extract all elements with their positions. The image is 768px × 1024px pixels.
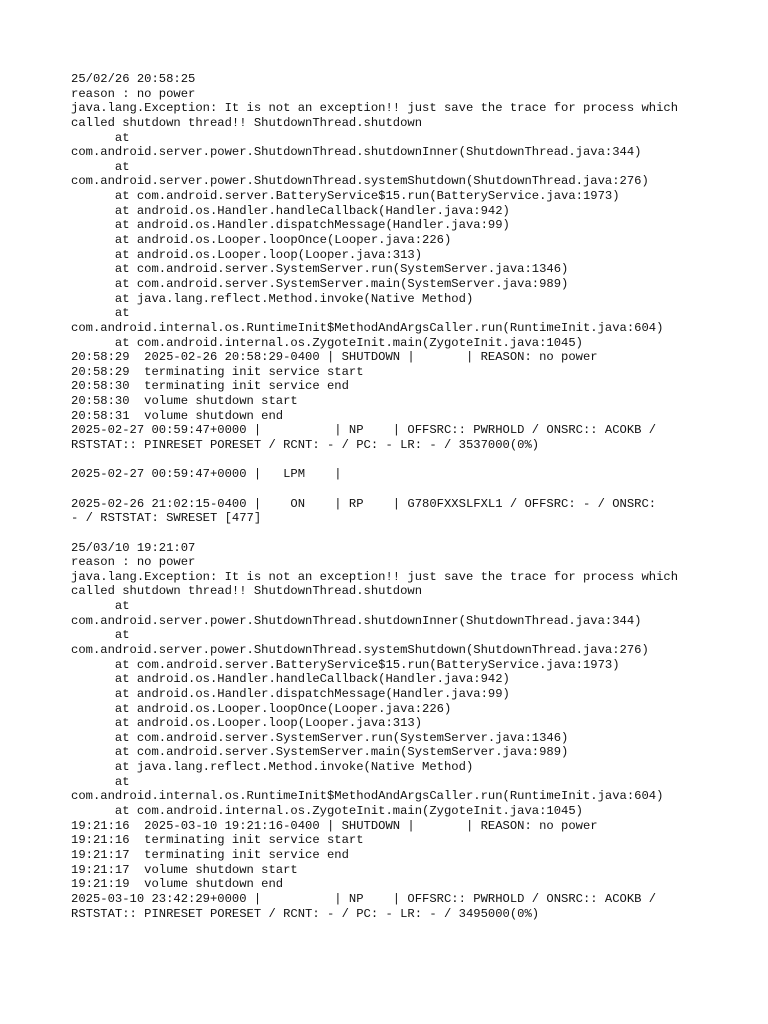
log-line: com.android.server.power.ShutdownThread.systemShutdown(ShutdownThread.java:276) [71, 642, 649, 657]
log-line: at com.android.server.BatteryService$15.run(BatteryService.java:1973) [71, 189, 620, 204]
log-line: 2025-02-27 00:59:47+0000 | LPM | [71, 467, 342, 482]
log-line: 20:58:29 terminating init service start [71, 364, 364, 379]
log-line: 19:21:16 terminating init service start [71, 833, 364, 848]
log-line: com.android.internal.os.RuntimeInit$MethodAndArgsCaller.run(RuntimeInit.java:604) [71, 320, 664, 335]
log-line: 25/03/10 19:21:07 [71, 540, 196, 555]
log-line: at [71, 306, 130, 321]
log-line: at com.android.internal.os.ZygoteInit.main(ZygoteInit.java:1045) [71, 804, 583, 819]
log-line: java.lang.Exception: It is not an exception!! just save the trace for process which [71, 101, 679, 116]
log-document [71, 72, 711, 921]
log-line: com.android.internal.os.RuntimeInit$MethodAndArgsCaller.run(RuntimeInit.java:604) [71, 789, 664, 804]
log-line: 20:58:30 terminating init service end [71, 379, 349, 394]
log-line: RSTSTAT:: PINRESET PORESET / RCNT: - / PC: - LR: - / 3537000(0%) [71, 438, 540, 453]
log-line: called shutdown thread!! ShutdownThread.shutdown [71, 584, 423, 599]
log-line: 2025-02-26 21:02:15-0400 | ON | RP | G780FXXSLFXL1 / OFFSRC: - / ONSRC: [71, 496, 657, 511]
log-line: 2025-02-27 00:59:47+0000 | | NP | OFFSRC:: PWRHOLD / ONSRC:: ACOKB / [71, 423, 657, 438]
log-line: at com.android.server.SystemServer.run(SystemServer.java:1346) [71, 730, 569, 745]
log-line: 19:21:17 volume shutdown start [71, 862, 298, 877]
log-line: at android.os.Handler.dispatchMessage(Handler.java:99) [71, 686, 510, 701]
log-line: at android.os.Handler.handleCallback(Handler.java:942) [71, 203, 510, 218]
log-line: at java.lang.reflect.Method.invoke(Native Method) [71, 760, 474, 775]
log-line: at com.android.server.SystemServer.main(SystemServer.java:989) [71, 276, 569, 291]
log-line: at android.os.Handler.handleCallback(Handler.java:942) [71, 672, 510, 687]
blank-line [71, 453, 711, 468]
log-line: at [71, 159, 130, 174]
log-line: at android.os.Looper.loopOnce(Looper.java:226) [71, 701, 452, 716]
log-line: at [71, 599, 130, 614]
log-line: 20:58:30 volume shutdown start [71, 394, 298, 409]
log-line: at android.os.Looper.loop(Looper.java:313) [71, 247, 423, 262]
log-line: com.android.server.power.ShutdownThread.shutdownInner(ShutdownThread.java:344) [71, 613, 642, 628]
log-line: reason : no power [71, 555, 196, 570]
log-line: reason : no power [71, 86, 196, 101]
log-line: 25/02/26 20:58:25 [71, 72, 196, 86]
log-line: com.android.server.power.ShutdownThread.shutdownInner(ShutdownThread.java:344) [71, 145, 642, 160]
log-line: at com.android.server.BatteryService$15.run(BatteryService.java:1973) [71, 657, 620, 672]
log-line: - / RSTSTAT: SWRESET [477] [71, 511, 262, 526]
log-line: 19:21:19 volume shutdown end [71, 877, 284, 892]
log-line: 20:58:31 volume shutdown end [71, 408, 284, 423]
log-line: com.android.server.power.ShutdownThread.systemShutdown(ShutdownThread.java:276) [71, 174, 649, 189]
log-line: 2025-03-10 23:42:29+0000 | | NP | OFFSRC:: PWRHOLD / ONSRC:: ACOKB / [71, 891, 657, 906]
log-line: called shutdown thread!! ShutdownThread.shutdown [71, 115, 423, 130]
blank-line [71, 526, 711, 541]
log-line: at android.os.Handler.dispatchMessage(Handler.java:99) [71, 218, 510, 233]
log-line: at [71, 130, 130, 145]
log-line: at [71, 628, 130, 643]
log-line: at android.os.Looper.loop(Looper.java:313) [71, 716, 423, 731]
log-line: at java.lang.reflect.Method.invoke(Native Method) [71, 291, 474, 306]
log-line: at android.os.Looper.loopOnce(Looper.java:226) [71, 233, 452, 248]
log-line: RSTSTAT:: PINRESET PORESET / RCNT: - / PC: - LR: - / 3495000(0%) [71, 906, 540, 921]
log-line: at com.android.server.SystemServer.run(SystemServer.java:1346) [71, 262, 569, 277]
log-line: java.lang.Exception: It is not an exception!! just save the trace for process which [71, 569, 679, 584]
log-line: 19:21:17 terminating init service end [71, 847, 349, 862]
log-line: 19:21:16 2025-03-10 19:21:16-0400 | SHUTDOWN | | REASON: no power [71, 818, 598, 833]
log-line: at com.android.server.SystemServer.main(SystemServer.java:989) [71, 745, 569, 760]
log-line: 20:58:29 2025-02-26 20:58:29-0400 | SHUTDOWN | | REASON: no power [71, 350, 598, 365]
log-line: at [71, 774, 130, 789]
blank-line [71, 482, 711, 497]
log-line: at com.android.internal.os.ZygoteInit.main(ZygoteInit.java:1045) [71, 335, 583, 350]
